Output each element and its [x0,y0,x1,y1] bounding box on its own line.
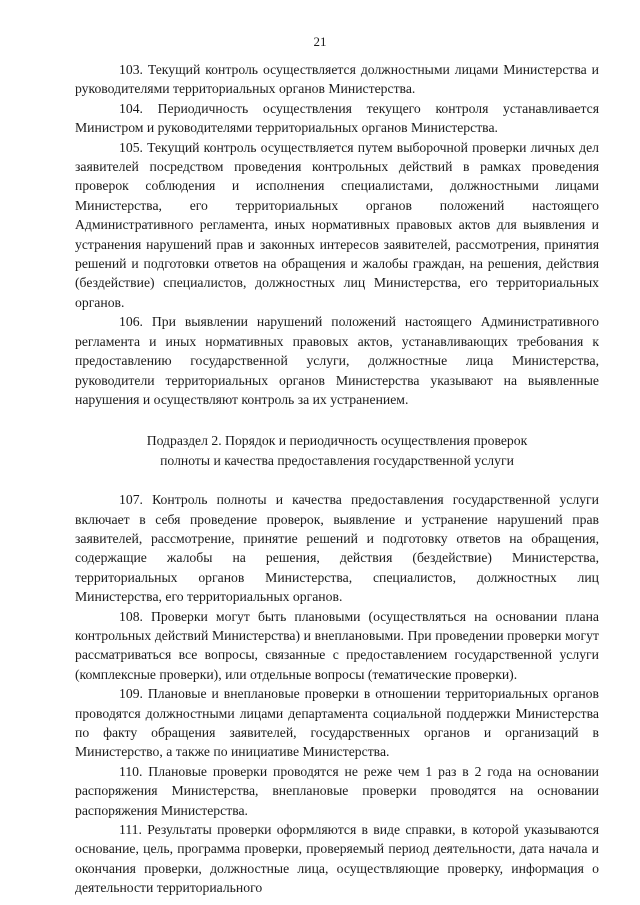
paragraph-111: 111. Результаты проверки оформляются в виде справки, в которой указываются основание, цель, программа проверки, проверяемый период деятельности, дата начала и окончания проверки, должностные лица, осуществляющие проверку, информация о деятельности территориального [75,822,599,896]
paragraph-103: 103. Текущий контроль осуществляется должностными лицами Министерства и руководителями территориальных органов Министерства. [75,62,599,97]
paragraph-107: 107. Контроль полноты и качества предоставления государственной услуги включает в себя проведение проверок, выявление и устранение нарушений прав заявителей, рассмотрение, принятие решений и подготовку ответов на обращения, содержащие жалобы на решения, действия (бездействие) Министерства, территориальных органов Министерства, специалистов, должностных лиц Министерства, его территориальных органов. [75,492,599,605]
paragraph-109: 109. Плановые и внеплановые проверки в отношении территориальных органов проводятся должностными лицами департамента социальной поддержки Министерства по факту обращения заявителей, государственных органов и организаций в Министерство, а также по инициативе Министерства. [75,686,599,760]
paragraph-110: 110. Плановые проверки проводятся не реже чем 1 раз в 2 года на основании распоряжения Министерства, внеплановые проверки проводятся на основании распоряжения Министерства. [75,763,599,818]
paragraph-108: 108. Проверки могут быть плановыми (осуществляться на основании плана контрольных действий Министерства) и внеплановыми. При проведении проверки могут рассматриваться все вопросы, связанные с предоставлением государственной услуги (комплексные проверки), или отдельные вопросы (тематические проверки). [75,608,599,682]
document-body [75,60,599,898]
page-number: 21 [313,34,327,49]
subsection-heading [75,431,599,470]
subsection-heading-line-2: полноты и качества предоставления государственной услуги [160,452,514,468]
subsection-heading-line-1: Подраздел 2. Порядок и периодичность осуществления проверок [146,433,528,449]
paragraph-105: 105. Текущий контроль осуществляется путем выборочной проверки личных дел заявителей посредством проведения контрольных действий в рамках проведения проверок соблюдения и исполнения специалистами, должностными лицами Министерства, его территориальных органов положений настоящего Административного регламента, иных нормативных правовых актов для выявления и устранения нарушений прав и законных интересов заявителей, рассмотрения, принятия решений и подготовки ответов на обращения и жалобы граждан, на решения, действия (бездействие) специалистов, должностных лиц Министерства, его территориальных органов. [75,139,599,310]
paragraph-106: 106. При выявлении нарушений положений настоящего Административного регламента и иных нормативных правовых актов, устанавливающих требования к предоставлению государственной услуги, должностные лица Министерства, руководители территориальных органов Министерства указывают на выявленные нарушения и осуществляют контроль за их устранением. [75,314,599,407]
paragraph-104: 104. Периодичность осуществления текущего контроля устанавливается Министром и руководителями территориальных органов Министерства. [75,100,599,136]
